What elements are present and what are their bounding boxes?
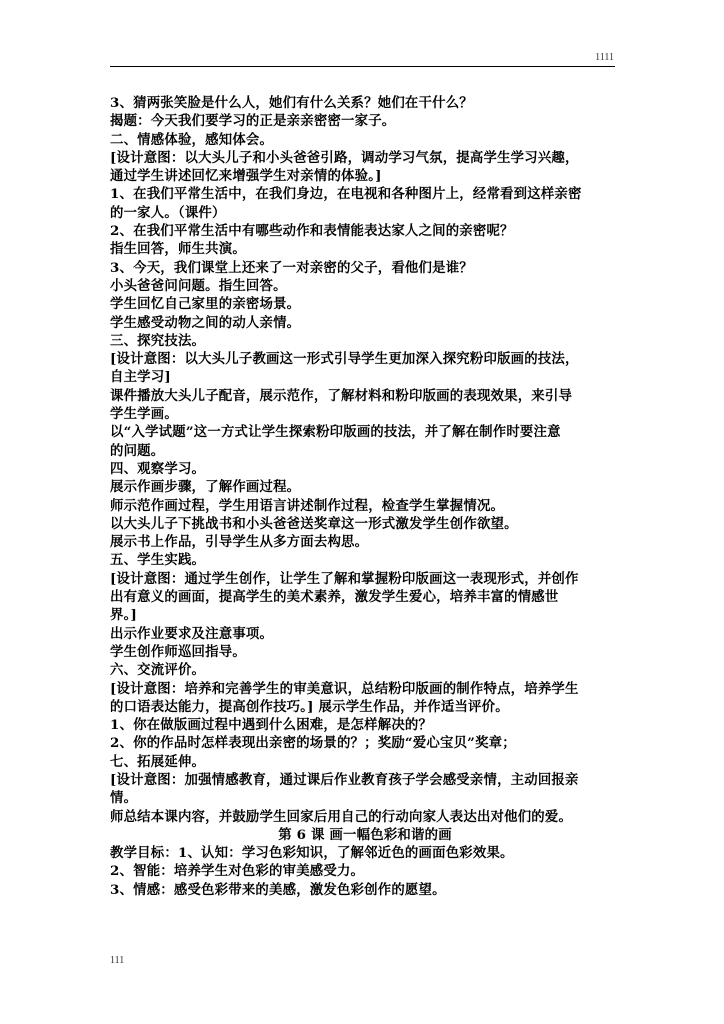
header-page-code: 1111 xyxy=(595,52,614,63)
text-line: 以大头儿子下挑战书和小头爸爸送奖章这一形式激发学生创作欲望。 xyxy=(110,515,518,532)
text-line: 通过学生讲述回忆来增强学生对亲情的体验。] xyxy=(110,168,382,185)
text-line: 揭题：今天我们要学习的正是亲亲密密一家子。 xyxy=(110,113,396,130)
lesson-title: 第 6 课 画一幅色彩和谐的画 xyxy=(278,826,452,843)
footer-page-code: 111 xyxy=(110,955,125,966)
text-line: 自主学习] xyxy=(110,369,171,386)
text-line: [设计意图：加强情感教育，通过课后作业教育孩子学会感受亲情，主动回报亲 xyxy=(110,771,579,788)
text-line: 学生创作师巡回指导。 xyxy=(110,643,246,660)
text-line: 2、在我们平常生活中有哪些动作和表情能表达家人之间的亲密呢？ xyxy=(110,223,514,240)
text-line: [设计意图：以大头儿子和小头爸爸引路，调动学习气氛，提高学生学习兴趣， xyxy=(110,149,579,166)
text-line: 2、你的作品时怎样表现出亲密的场景的？；奖励“爱心宝贝”奖章； xyxy=(110,735,516,752)
text-line: 展示作画步骤，了解作画过程。 xyxy=(110,479,301,496)
text-line: 以“入学试题”这一方式让学生探索粉印版画的技法，并了解在制作时要注意 xyxy=(110,424,561,441)
text-line: 3、今天，我们课堂上还来了一对亲密的父子，看他们是谁？ xyxy=(110,259,473,276)
text-line: 1、你在做版画过程中遇到什么困难，是怎样解决的？ xyxy=(110,717,433,734)
text-line: 2、智能：培养学生对色彩的审美感受力。 xyxy=(110,863,365,880)
text-line: 界。] xyxy=(110,607,138,624)
header-rule xyxy=(110,66,615,67)
text-line: 学生感受动物之间的动人亲情。 xyxy=(110,314,301,331)
section-heading: 五、学生实践。 xyxy=(110,552,206,569)
text-line: 教学目标：1、认知：学习色彩知识，了解邻近色的画面色彩效果。 xyxy=(110,845,514,862)
section-heading: 七、拓展延伸。 xyxy=(110,753,206,770)
text-line: 的口语表达能力，提高创作技巧。] 展示学生作品，并作适当评价。 xyxy=(110,698,509,715)
section-heading: 二、情感体验，感知体会。 xyxy=(110,131,274,148)
text-line: 出有意义的画面，提高学生的美术素养，激发学生爱心，培养丰富的情感世 xyxy=(110,589,559,606)
text-line: 师示范作画过程，学生用语言讲述制作过程，检查学生掌握情况。 xyxy=(110,497,505,514)
text-line: 学生学画。 xyxy=(110,406,178,423)
section-heading: 四、观察学习。 xyxy=(110,460,206,477)
text-line: 出示作业要求及注意事项。 xyxy=(110,625,274,642)
document-body xyxy=(110,94,620,899)
text-line: 课件播放大头儿子配音，展示范作，了解材料和粉印版画的表现效果，来引导 xyxy=(110,387,573,404)
text-line: 展示书上作品，引导学生从多方面去构思。 xyxy=(110,534,369,551)
text-line: [设计意图：通过学生创作，让学生了解和掌握粉印版画这一表现形式，并创作 xyxy=(110,570,579,587)
text-line: 1、在我们平常生活中，在我们身边，在电视和各种图片上，经常看到这样亲密 xyxy=(110,186,582,203)
text-line: 的一家人。（课件） xyxy=(110,204,226,221)
text-line: 的问题。 xyxy=(110,442,165,459)
text-line: [设计意图：以大头儿子教画这一形式引导学生更加深入探究粉印版画的技法， xyxy=(110,351,579,368)
text-line: 师总结本课内容，并鼓励学生回家后用自己的行动向家人表达出对他们的爱。 xyxy=(110,808,573,825)
text-line: [设计意图：培养和完善学生的审美意识，总结粉印版画的制作特点，培养学生 xyxy=(110,680,579,697)
section-heading: 三、探究技法。 xyxy=(110,332,206,349)
text-line: 3、猜两张笑脸是什么人，她们有什么关系？她们在干什么？ xyxy=(110,95,473,111)
text-line: 3、情感：感受色彩带来的美感，激发色彩创作的愿望。 xyxy=(110,881,446,898)
text-line: 指生回答，师生共演。 xyxy=(110,241,246,258)
text-line: 情。 xyxy=(110,790,138,807)
section-heading: 六、交流评价。 xyxy=(110,662,206,679)
text-line: 学生回忆自己家里的亲密场景。 xyxy=(110,296,301,313)
text-line: 小头爸爸问问题。指生回答。 xyxy=(110,277,287,294)
